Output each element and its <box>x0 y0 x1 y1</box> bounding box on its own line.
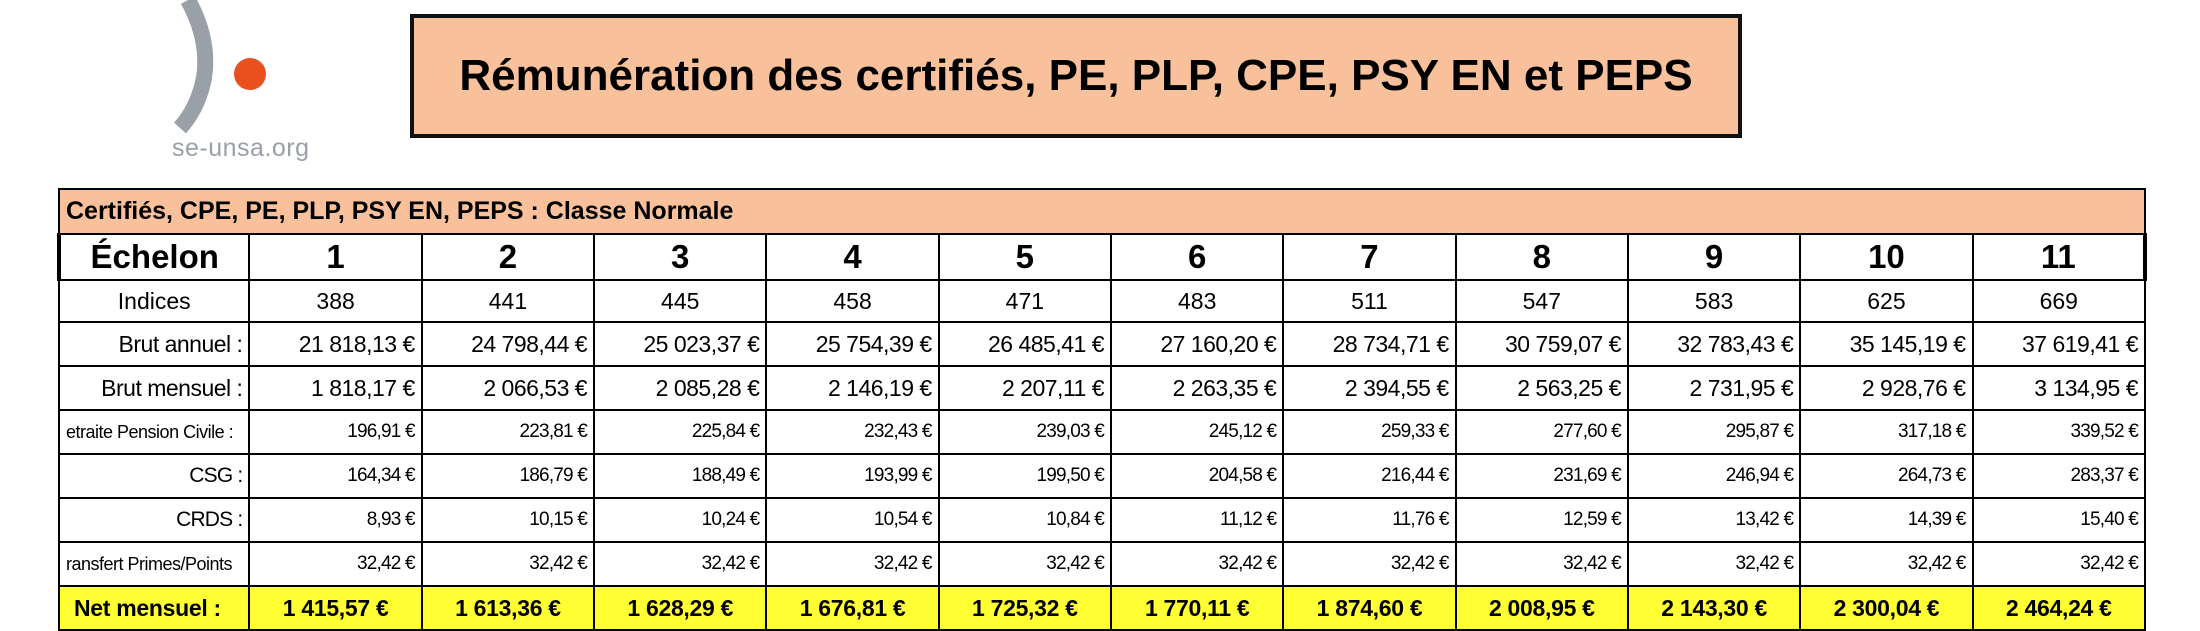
logo-mark-icon <box>150 0 330 140</box>
table-cell: 1 628,29 € <box>594 586 766 630</box>
table-cell: 2 143,30 € <box>1628 586 1800 630</box>
table-cell: 11,12 € <box>1111 498 1283 542</box>
table-cell: 245,12 € <box>1111 410 1283 454</box>
table-cell: 25 754,39 € <box>766 322 938 366</box>
table-cell: 547 <box>1456 280 1628 322</box>
row-label: CSG : <box>59 454 249 498</box>
table-row-transfert <box>59 542 2145 586</box>
table-cell: 14,39 € <box>1800 498 1972 542</box>
table-row-csg <box>59 454 2145 498</box>
table-cell: 2 066,53 € <box>422 366 594 410</box>
table-cell: 32,42 € <box>422 542 594 586</box>
table-cell: 277,60 € <box>1456 410 1628 454</box>
table-cell: 186,79 € <box>422 454 594 498</box>
table-cell: 2 563,25 € <box>1456 366 1628 410</box>
table-cell: 2 008,95 € <box>1456 586 1628 630</box>
table-row-retraite <box>59 410 2145 454</box>
echelon-header: 5 <box>939 234 1111 280</box>
table-cell: 8,93 € <box>249 498 421 542</box>
table-cell: 13,42 € <box>1628 498 1800 542</box>
table-cell: 458 <box>766 280 938 322</box>
echelon-header-row <box>59 234 2145 280</box>
echelon-header: 6 <box>1111 234 1283 280</box>
echelon-header-label: Échelon <box>59 234 249 280</box>
echelon-header: 9 <box>1628 234 1800 280</box>
table-cell: 32,42 € <box>594 542 766 586</box>
table-cell: 1 874,60 € <box>1283 586 1455 630</box>
logo-text: se-unsa.org <box>172 134 310 162</box>
table-cell: 1 415,57 € <box>249 586 421 630</box>
table-cell: 37 619,41 € <box>1973 322 2145 366</box>
table-cell: 339,52 € <box>1973 410 2145 454</box>
echelon-header: 1 <box>249 234 421 280</box>
table-cell: 295,87 € <box>1628 410 1800 454</box>
page-title: Rémunération des certifiés, PE, PLP, CPE, PSY EN et PEPS <box>459 51 1693 100</box>
table-cell: 26 485,41 € <box>939 322 1111 366</box>
table-cell: 35 145,19 € <box>1800 322 1972 366</box>
table-cell: 193,99 € <box>766 454 938 498</box>
table-cell: 239,03 € <box>939 410 1111 454</box>
table-cell: 2 207,11 € <box>939 366 1111 410</box>
echelon-header: 7 <box>1283 234 1455 280</box>
table-cell: 32,42 € <box>1973 542 2145 586</box>
table-cell: 32 783,43 € <box>1628 322 1800 366</box>
table-cell: 21 818,13 € <box>249 322 421 366</box>
table-row-crds <box>59 498 2145 542</box>
table-cell: 32,42 € <box>939 542 1111 586</box>
table-cell: 10,15 € <box>422 498 594 542</box>
table-cell: 2 146,19 € <box>766 366 938 410</box>
table-cell: 232,43 € <box>766 410 938 454</box>
table-cell: 223,81 € <box>422 410 594 454</box>
table-cell: 10,54 € <box>766 498 938 542</box>
table-cell: 32,42 € <box>1283 542 1455 586</box>
table-cell: 2 731,95 € <box>1628 366 1800 410</box>
table-cell: 1 770,11 € <box>1111 586 1283 630</box>
table-cell: 32,42 € <box>1800 542 1972 586</box>
table-cell: 15,40 € <box>1973 498 2145 542</box>
table-row-brut-annuel <box>59 322 2145 366</box>
table-cell: 225,84 € <box>594 410 766 454</box>
table-cell: 441 <box>422 280 594 322</box>
table-cell: 317,18 € <box>1800 410 1972 454</box>
table-cell: 216,44 € <box>1283 454 1455 498</box>
table-cell: 32,42 € <box>1456 542 1628 586</box>
table-cell: 483 <box>1111 280 1283 322</box>
table-cell: 199,50 € <box>939 454 1111 498</box>
table-banner-row <box>59 189 2145 234</box>
row-label: Net mensuel : <box>59 586 249 630</box>
table-cell: 32,42 € <box>1111 542 1283 586</box>
table-cell: 10,84 € <box>939 498 1111 542</box>
table-cell: 28 734,71 € <box>1283 322 1455 366</box>
table-cell: 32,42 € <box>249 542 421 586</box>
table-cell: 625 <box>1800 280 1972 322</box>
table-cell: 2 928,76 € <box>1800 366 1972 410</box>
table-cell: 471 <box>939 280 1111 322</box>
table-cell: 196,91 € <box>249 410 421 454</box>
table-row-brut-mensuel <box>59 366 2145 410</box>
table-cell: 32,42 € <box>1628 542 1800 586</box>
row-label: etraite Pension Civile : <box>59 410 249 454</box>
table-cell: 231,69 € <box>1456 454 1628 498</box>
table-cell: 12,59 € <box>1456 498 1628 542</box>
echelon-header: 11 <box>1973 234 2145 280</box>
table-cell: 32,42 € <box>766 542 938 586</box>
table-cell: 1 818,17 € <box>249 366 421 410</box>
echelon-header: 2 <box>422 234 594 280</box>
echelon-header: 4 <box>766 234 938 280</box>
table-cell: 669 <box>1973 280 2145 322</box>
echelon-header: 8 <box>1456 234 1628 280</box>
table-row-indices <box>59 280 2145 322</box>
table-cell: 583 <box>1628 280 1800 322</box>
table-cell: 3 134,95 € <box>1973 366 2145 410</box>
table-cell: 25 023,37 € <box>594 322 766 366</box>
echelon-header: 3 <box>594 234 766 280</box>
table-cell: 2 263,35 € <box>1111 366 1283 410</box>
table-cell: 10,24 € <box>594 498 766 542</box>
table-cell: 2 394,55 € <box>1283 366 1455 410</box>
table-cell: 204,58 € <box>1111 454 1283 498</box>
table-cell: 164,34 € <box>249 454 421 498</box>
table-cell: 246,94 € <box>1628 454 1800 498</box>
table-cell: 259,33 € <box>1283 410 1455 454</box>
table-row-net-mensuel <box>59 586 2145 630</box>
salary-table <box>57 188 2147 631</box>
table-cell: 283,37 € <box>1973 454 2145 498</box>
row-label: Indices <box>59 280 249 322</box>
table-cell: 24 798,44 € <box>422 322 594 366</box>
table-cell: 2 300,04 € <box>1800 586 1972 630</box>
table-banner: Certifiés, CPE, PE, PLP, PSY EN, PEPS : Classe Normale <box>59 189 2145 234</box>
echelon-header: 10 <box>1800 234 1972 280</box>
table-cell: 1 613,36 € <box>422 586 594 630</box>
table-cell: 511 <box>1283 280 1455 322</box>
row-label: CRDS : <box>59 498 249 542</box>
title-box <box>410 14 1742 138</box>
table-cell: 30 759,07 € <box>1456 322 1628 366</box>
table-cell: 27 160,20 € <box>1111 322 1283 366</box>
row-label: Brut annuel : <box>59 322 249 366</box>
table-cell: 2 464,24 € <box>1973 586 2145 630</box>
table-cell: 11,76 € <box>1283 498 1455 542</box>
table-cell: 2 085,28 € <box>594 366 766 410</box>
table-cell: 445 <box>594 280 766 322</box>
table-cell: 188,49 € <box>594 454 766 498</box>
table-cell: 1 676,81 € <box>766 586 938 630</box>
table-cell: 1 725,32 € <box>939 586 1111 630</box>
row-label: Brut mensuel : <box>59 366 249 410</box>
row-label: ransfert Primes/Points <box>59 542 249 586</box>
table-cell: 264,73 € <box>1800 454 1972 498</box>
table-cell: 388 <box>249 280 421 322</box>
